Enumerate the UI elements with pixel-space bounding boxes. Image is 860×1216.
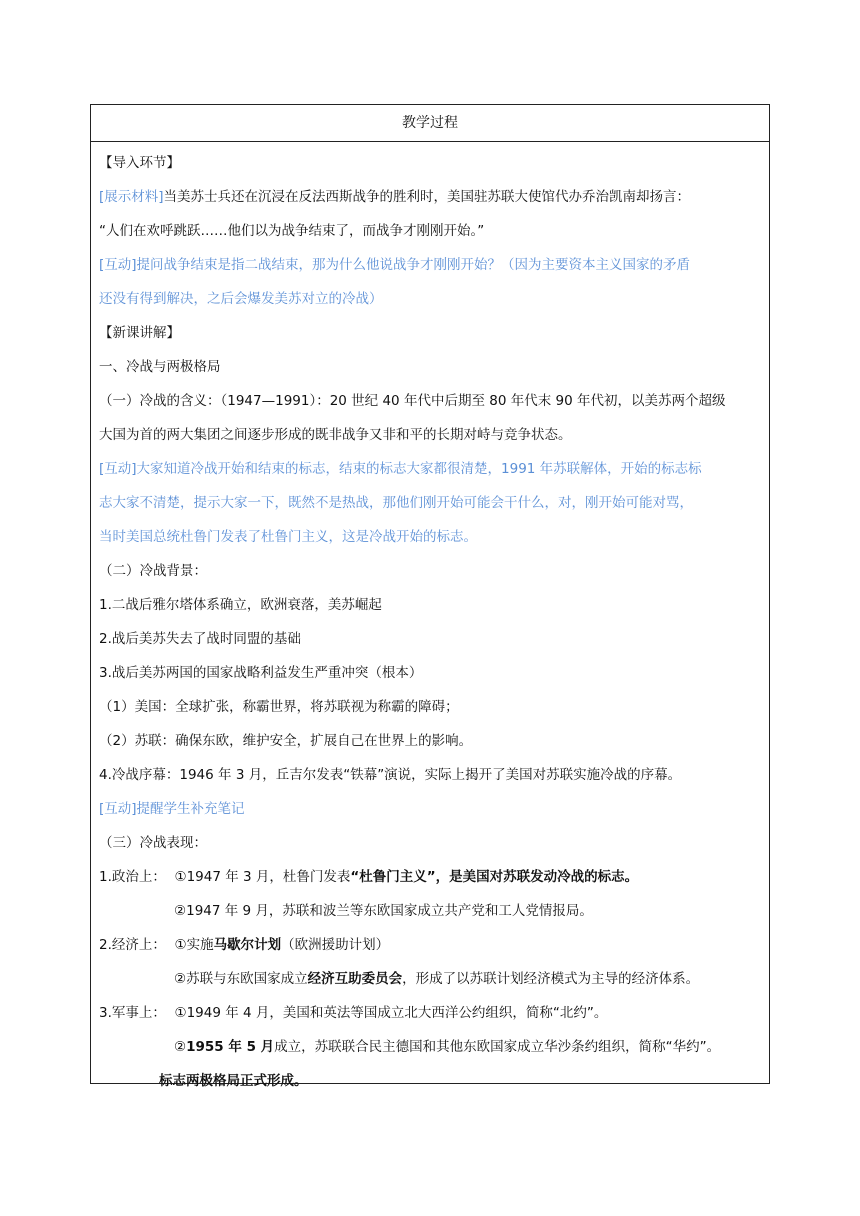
economy-b-bold: 经济互助委员会 xyxy=(307,971,403,987)
military-label: 3.军事上： xyxy=(99,1005,166,1021)
table-header: 教学过程 xyxy=(91,105,769,142)
economy-label: 2.经济上： xyxy=(99,937,166,953)
economy-a-pre: ①实施 xyxy=(174,937,214,953)
background-item-3b: （2）苏联：确保东欧，维护安全，扩展自己在世界上的影响。 xyxy=(99,733,473,749)
politics-label: 1.政治上： xyxy=(99,869,166,885)
definition-line-2: 大国为首的两大集团之间逐步形成的既非战争又非和平的长期对峙与竞争状态。 xyxy=(99,427,572,443)
economy-line-b xyxy=(99,962,763,996)
military-b-post: 成立，苏联联合民主德国和其他东欧国家成立华沙条约组织，简称“华约”。 xyxy=(274,1039,721,1055)
material-tag: [展示材料] xyxy=(99,189,164,205)
intro-title: 【导入环节】 xyxy=(99,155,180,171)
economy-a-bold: 马歇尔计划 xyxy=(213,937,282,953)
definition-line-1: （一）冷战的含义：（1947—1991）：20 世纪 40 年代中后期至 80 年代末 90 年代初，以美苏两个超级 xyxy=(99,393,726,409)
interact3: [互动]提醒学生补充笔记 xyxy=(99,801,245,817)
politics-a-text: ①1947 年 3 月，杜鲁门发表 xyxy=(174,869,351,885)
interact1-line-2: 还没有得到解决，之后会爆发美苏对立的冷战） xyxy=(99,291,383,307)
material-line-2: “人们在欢呼跳跃……他们以为战争结束了，而战争才刚刚开始。” xyxy=(99,223,485,239)
interact2-line-1: [互动]大家知道冷战开始和结束的标志，结束的标志大家都很清楚，1991 年苏联解体，开始的标志标 xyxy=(99,461,702,477)
new-lesson-title: 【新课讲解】 xyxy=(99,325,180,341)
background-title: （二）冷战背景： xyxy=(99,563,207,579)
background-item-3a: （1）美国：全球扩张，称霸世界，将苏联视为称霸的障碍； xyxy=(99,699,459,715)
interact1-line-1: [互动]提问战争结束是指二战结束，那为什么他说战争才刚刚开始？（因为主要资本主义国家的矛盾 xyxy=(99,257,691,273)
background-item-2: 2.战后美苏失去了战时同盟的基础 xyxy=(99,631,301,647)
teaching-process-table xyxy=(90,104,770,1089)
politics-line-b: ②1947 年 9 月，苏联和波兰等东欧国家成立共产党和工人党情报局。 xyxy=(174,903,593,919)
material-text: 当美苏士兵还在沉浸在反法西斯战争的胜利时，美国驻苏联大使馆代办乔治凯南却扬言： xyxy=(163,189,691,205)
background-item-4: 4.冷战序幕：1946 年 3 月，丘吉尔发表“铁幕”演说，实际上揭开了美国对苏联实施冷战的序幕。 xyxy=(99,767,682,783)
interact2-line-2: 志大家不清楚，提示大家一下，既然不是热战，那他们刚开始可能会干什么，对，刚开始可能对骂， xyxy=(99,495,693,511)
economy-a-post: （欧洲援助计划） xyxy=(281,937,390,953)
economy-b-post: ，形成了以苏联计划经济模式为主导的经济体系。 xyxy=(402,971,700,987)
section-1-title: 一、冷战与两极格局 xyxy=(99,359,221,375)
military-a-text: ①1949 年 4 月，美国和英法等国成立北大西洋公约组织，简称“北约”。 xyxy=(174,1005,608,1021)
conclusion: 标志两极格局正式形成。 xyxy=(159,1073,308,1089)
material-line-1 xyxy=(99,180,763,214)
background-item-1: 1.二战后雅尔塔体系确立，欧洲衰落，美苏崛起 xyxy=(99,597,382,613)
military-line-a xyxy=(99,996,763,1030)
military-b-pre: ② xyxy=(174,1039,187,1055)
politics-line-a xyxy=(99,860,763,894)
economy-line-a xyxy=(99,928,763,962)
table-content xyxy=(91,142,769,1098)
manifestation-title: （三）冷战表现： xyxy=(99,835,207,851)
interact2-line-3: 当时美国总统杜鲁门发表了杜鲁门主义，这是冷战开始的标志。 xyxy=(99,529,477,545)
economy-b-pre: ②苏联与东欧国家成立 xyxy=(174,971,308,987)
military-line-b xyxy=(99,1030,763,1064)
politics-a-bold: “杜鲁门主义”，是美国对苏联发动冷战的标志。 xyxy=(350,869,639,885)
military-b-bold: 1955 年 5 月 xyxy=(186,1039,275,1055)
background-item-3: 3.战后美苏两国的国家战略利益发生严重冲突（根本） xyxy=(99,665,423,681)
